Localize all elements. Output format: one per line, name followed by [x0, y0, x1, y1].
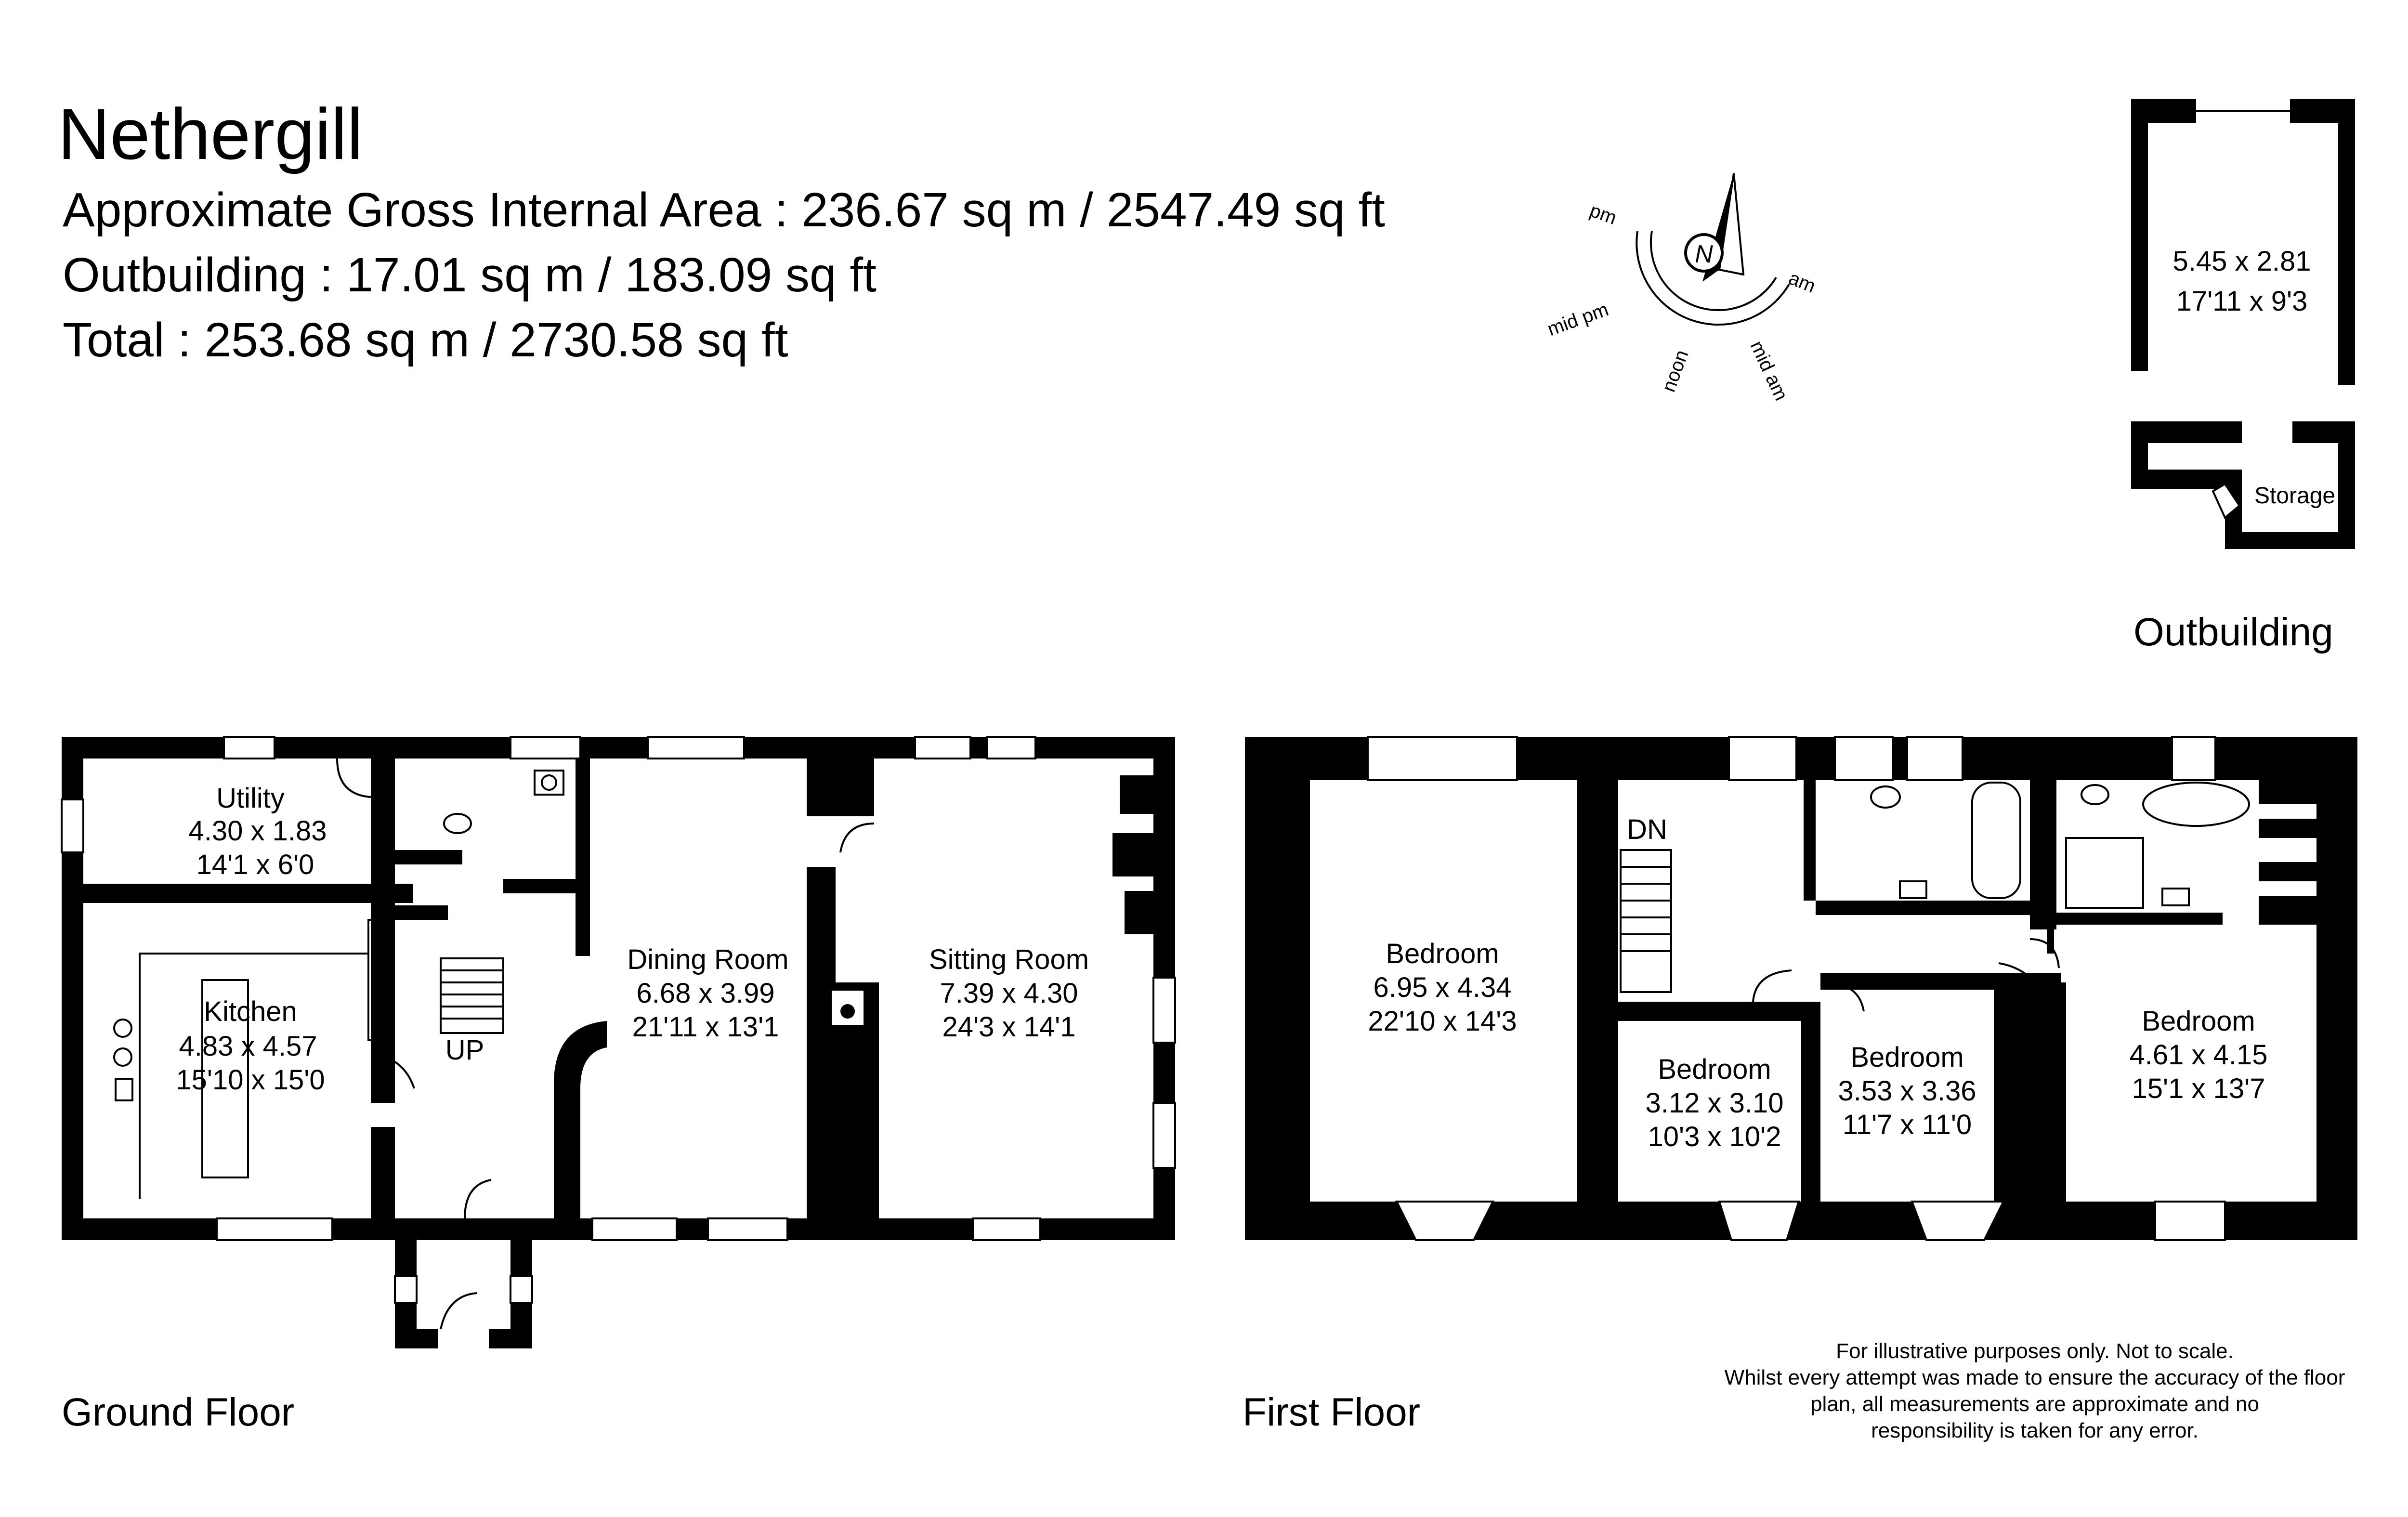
disclaimer-line-2: Whilst every attempt was made to ensure the accuracy of the floor — [1724, 1366, 2345, 1389]
compass-label-noon: noon — [1658, 347, 1693, 395]
disclaimer — [1725, 1339, 2345, 1442]
dining-room-imperial: 21'11 x 13'1 — [632, 1011, 779, 1043]
bedroom-1-name: Bedroom — [1386, 938, 1499, 969]
stairs-icon — [441, 958, 503, 1033]
dining-room-name: Dining Room — [627, 944, 789, 975]
first-floor-label: First Floor — [1243, 1390, 1420, 1434]
gross-internal-area: Approximate Gross Internal Area : 236.67 sq m / 2547.49 sq ft — [63, 183, 1385, 237]
disclaimer-line-4: responsibility is taken for any error. — [1871, 1419, 2199, 1442]
ground-floor-label: Ground Floor — [62, 1390, 295, 1434]
sitting-room-imperial: 24'3 x 14'1 — [942, 1011, 1076, 1043]
dining-room-metric: 6.68 x 3.99 — [636, 978, 775, 1009]
utility-imperial: 14'1 x 6'0 — [196, 849, 314, 880]
bedroom-4-name: Bedroom — [2142, 1006, 2255, 1037]
outbuilding-plan — [2131, 99, 2355, 654]
compass-label-mid-am: mid am — [1746, 338, 1792, 404]
utility-metric: 4.30 x 1.83 — [188, 815, 327, 847]
compass-label-mid-pm: mid pm — [1544, 299, 1611, 340]
property-name: Nethergill — [58, 93, 363, 174]
bedroom-2-name: Bedroom — [1658, 1054, 1771, 1085]
ground-floor-plan — [62, 737, 1175, 1434]
outbuilding-room-metric: 5.45 x 2.81 — [2172, 246, 2311, 277]
bedroom-1-imperial: 22'10 x 14'3 — [1368, 1006, 1517, 1037]
north-label: N — [1695, 240, 1713, 268]
bedroom-3-imperial: 11'7 x 11'0 — [1842, 1109, 1972, 1140]
bedroom-4-imperial: 15'1 x 13'7 — [2132, 1073, 2265, 1104]
stairs-up-label: UP — [445, 1034, 484, 1066]
storage-label: Storage — [2254, 483, 2336, 509]
utility-name: Utility — [216, 783, 285, 814]
bedroom-1-metric: 6.95 x 4.34 — [1373, 972, 1512, 1003]
bedroom-2-imperial: 10'3 x 10'2 — [1648, 1121, 1781, 1152]
bedroom-4-metric: 4.61 x 4.15 — [2129, 1039, 2268, 1071]
outbuilding-label: Outbuilding — [2133, 610, 2333, 654]
compass-icon — [1544, 173, 1819, 404]
kitchen-imperial: 15'10 x 15'0 — [176, 1064, 325, 1096]
bedroom-2-metric: 3.12 x 3.10 — [1645, 1087, 1784, 1119]
bedroom-3-metric: 3.53 x 3.36 — [1838, 1075, 1976, 1107]
stairs-icon — [1621, 850, 1671, 992]
sitting-room-metric: 7.39 x 4.30 — [940, 978, 1078, 1009]
compass-label-am: am — [1785, 267, 1819, 297]
first-floor-plan — [1243, 737, 2357, 1434]
kitchen-name: Kitchen — [204, 996, 297, 1027]
kitchen-metric: 4.83 x 4.57 — [179, 1031, 317, 1062]
disclaimer-line-1: For illustrative purposes only. Not to scale. — [1836, 1339, 2234, 1363]
outbuilding-area: Outbuilding : 17.01 sq m / 183.09 sq ft — [63, 248, 877, 302]
outbuilding-room-imperial: 17'11 x 9'3 — [2176, 286, 2308, 317]
total-area: Total : 253.68 sq m / 2730.58 sq ft — [63, 313, 788, 367]
disclaimer-line-3: plan, all measurements are approximate and no — [1810, 1392, 2259, 1416]
header — [58, 93, 1385, 367]
sitting-room-name: Sitting Room — [929, 944, 1089, 975]
stairs-down-label: DN — [1627, 814, 1667, 845]
bedroom-3-name: Bedroom — [1850, 1042, 1964, 1073]
compass-label-pm: pm — [1587, 199, 1620, 229]
